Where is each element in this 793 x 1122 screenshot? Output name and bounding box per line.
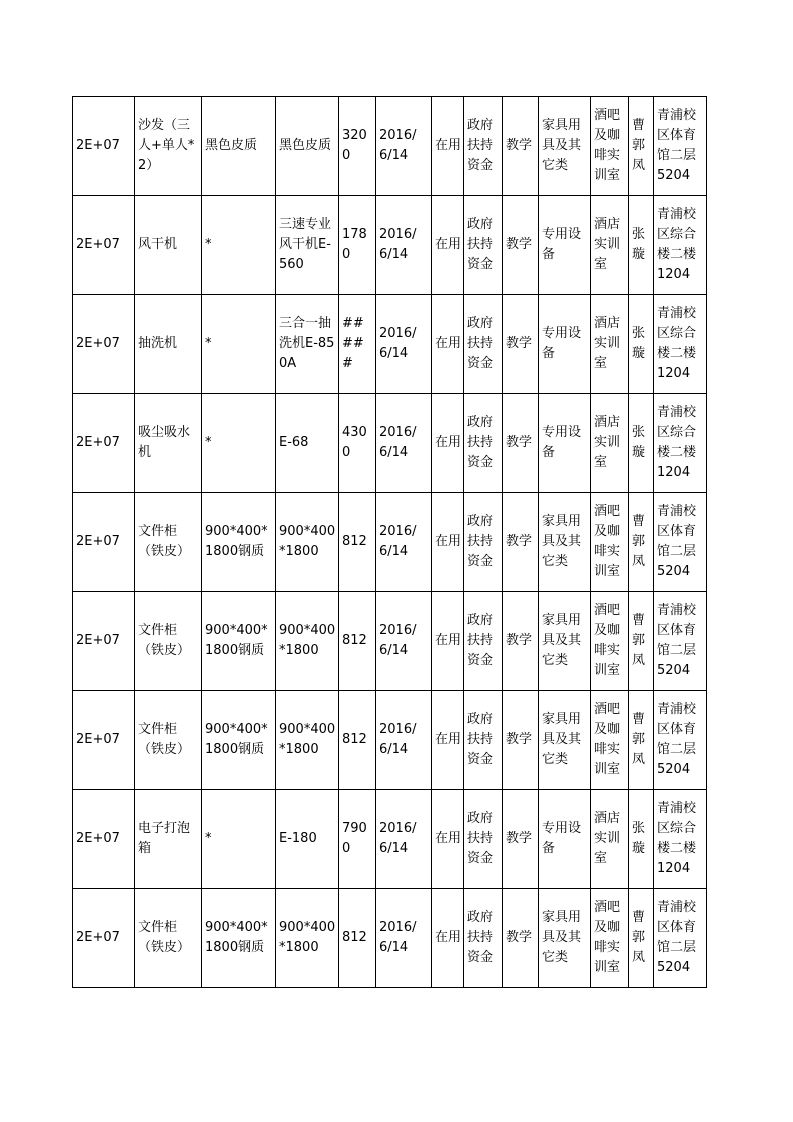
- spec-cell: *: [202, 196, 276, 295]
- keeper-cell: 曹郭凤: [629, 691, 654, 790]
- table-row: [73, 691, 707, 790]
- status-cell: 在用: [432, 394, 464, 493]
- usage-cell: 教学: [503, 691, 539, 790]
- status-cell: 在用: [432, 295, 464, 394]
- model-cell: 黑色皮质: [276, 97, 339, 196]
- table-row: [73, 493, 707, 592]
- asset-code-cell: 2E+07: [73, 295, 135, 394]
- usage-cell: 教学: [503, 493, 539, 592]
- category-cell: 家具用具及其它类: [539, 592, 591, 691]
- spec-cell: 900*400*1800钢质: [202, 592, 276, 691]
- asset-code-cell: 2E+07: [73, 97, 135, 196]
- department-cell: 酒店实训室: [591, 790, 629, 889]
- model-cell: E-68: [276, 394, 339, 493]
- asset-code-cell: 2E+07: [73, 196, 135, 295]
- price-cell: 3200: [339, 97, 376, 196]
- asset-name-cell: 抽洗机: [135, 295, 202, 394]
- purchase-date-cell: 2016/6/14: [376, 196, 432, 295]
- asset-name-cell: 沙发（三人+单人*2）: [135, 97, 202, 196]
- purchase-date-cell: 2016/6/14: [376, 97, 432, 196]
- department-cell: 酒店实训室: [591, 394, 629, 493]
- model-cell: 900*400*1800: [276, 889, 339, 988]
- purchase-date-cell: 2016/6/14: [376, 493, 432, 592]
- price-cell: #####: [339, 295, 376, 394]
- asset-name-cell: 电子打泡箱: [135, 790, 202, 889]
- category-cell: 家具用具及其它类: [539, 691, 591, 790]
- fund-source-cell: 政府扶持资金: [464, 97, 503, 196]
- spec-cell: 黑色皮质: [202, 97, 276, 196]
- spec-cell: 900*400*1800钢质: [202, 691, 276, 790]
- asset-name-cell: 文件柜（铁皮）: [135, 889, 202, 988]
- purchase-date-cell: 2016/6/14: [376, 592, 432, 691]
- location-cell: 青浦校区体育馆二层5204: [654, 691, 707, 790]
- category-cell: 家具用具及其它类: [539, 493, 591, 592]
- table-row: [73, 889, 707, 988]
- status-cell: 在用: [432, 691, 464, 790]
- asset-name-cell: 风干机: [135, 196, 202, 295]
- fund-source-cell: 政府扶持资金: [464, 592, 503, 691]
- purchase-date-cell: 2016/6/14: [376, 295, 432, 394]
- location-cell: 青浦校区综合楼二楼1204: [654, 394, 707, 493]
- keeper-cell: 曹郭凤: [629, 889, 654, 988]
- category-cell: 家具用具及其它类: [539, 889, 591, 988]
- spec-cell: *: [202, 295, 276, 394]
- price-cell: 812: [339, 691, 376, 790]
- location-cell: 青浦校区体育馆二层5204: [654, 592, 707, 691]
- status-cell: 在用: [432, 97, 464, 196]
- asset-name-cell: 文件柜（铁皮）: [135, 691, 202, 790]
- table-row: [73, 196, 707, 295]
- asset-table: [72, 96, 707, 988]
- usage-cell: 教学: [503, 790, 539, 889]
- table-row: [73, 97, 707, 196]
- status-cell: 在用: [432, 196, 464, 295]
- location-cell: 青浦校区综合楼二楼1204: [654, 790, 707, 889]
- asset-code-cell: 2E+07: [73, 790, 135, 889]
- department-cell: 酒吧及咖啡实训室: [591, 889, 629, 988]
- category-cell: 专用设备: [539, 196, 591, 295]
- usage-cell: 教学: [503, 394, 539, 493]
- fund-source-cell: 政府扶持资金: [464, 691, 503, 790]
- price-cell: 812: [339, 493, 376, 592]
- asset-code-cell: 2E+07: [73, 592, 135, 691]
- asset-code-cell: 2E+07: [73, 493, 135, 592]
- table-row: [73, 592, 707, 691]
- usage-cell: 教学: [503, 592, 539, 691]
- model-cell: 900*400*1800: [276, 691, 339, 790]
- location-cell: 青浦校区体育馆二层5204: [654, 493, 707, 592]
- department-cell: 酒吧及咖啡实训室: [591, 97, 629, 196]
- purchase-date-cell: 2016/6/14: [376, 691, 432, 790]
- keeper-cell: 曹郭凤: [629, 97, 654, 196]
- model-cell: 900*400*1800: [276, 592, 339, 691]
- status-cell: 在用: [432, 493, 464, 592]
- department-cell: 酒吧及咖啡实训室: [591, 592, 629, 691]
- department-cell: 酒吧及咖啡实训室: [591, 691, 629, 790]
- price-cell: 4300: [339, 394, 376, 493]
- usage-cell: 教学: [503, 196, 539, 295]
- asset-code-cell: 2E+07: [73, 394, 135, 493]
- location-cell: 青浦校区综合楼二楼1204: [654, 196, 707, 295]
- price-cell: 812: [339, 889, 376, 988]
- model-cell: 三合一抽洗机E-850A: [276, 295, 339, 394]
- location-cell: 青浦校区体育馆二层5204: [654, 97, 707, 196]
- fund-source-cell: 政府扶持资金: [464, 196, 503, 295]
- model-cell: 900*400*1800: [276, 493, 339, 592]
- fund-source-cell: 政府扶持资金: [464, 493, 503, 592]
- spec-cell: 900*400*1800钢质: [202, 889, 276, 988]
- category-cell: 专用设备: [539, 295, 591, 394]
- fund-source-cell: 政府扶持资金: [464, 889, 503, 988]
- category-cell: 专用设备: [539, 790, 591, 889]
- location-cell: 青浦校区综合楼二楼1204: [654, 295, 707, 394]
- keeper-cell: 张璇: [629, 790, 654, 889]
- model-cell: E-180: [276, 790, 339, 889]
- keeper-cell: 曹郭凤: [629, 592, 654, 691]
- fund-source-cell: 政府扶持资金: [464, 790, 503, 889]
- asset-code-cell: 2E+07: [73, 691, 135, 790]
- keeper-cell: 张璇: [629, 295, 654, 394]
- category-cell: 家具用具及其它类: [539, 97, 591, 196]
- table-row: [73, 790, 707, 889]
- status-cell: 在用: [432, 889, 464, 988]
- location-cell: 青浦校区体育馆二层5204: [654, 889, 707, 988]
- keeper-cell: 张璇: [629, 394, 654, 493]
- asset-name-cell: 文件柜（铁皮）: [135, 493, 202, 592]
- usage-cell: 教学: [503, 295, 539, 394]
- purchase-date-cell: 2016/6/14: [376, 790, 432, 889]
- purchase-date-cell: 2016/6/14: [376, 394, 432, 493]
- keeper-cell: 张璇: [629, 196, 654, 295]
- usage-cell: 教学: [503, 97, 539, 196]
- department-cell: 酒店实训室: [591, 196, 629, 295]
- asset-name-cell: 吸尘吸水机: [135, 394, 202, 493]
- status-cell: 在用: [432, 592, 464, 691]
- price-cell: 1780: [339, 196, 376, 295]
- keeper-cell: 曹郭凤: [629, 493, 654, 592]
- spec-cell: 900*400*1800钢质: [202, 493, 276, 592]
- usage-cell: 教学: [503, 889, 539, 988]
- fund-source-cell: 政府扶持资金: [464, 394, 503, 493]
- price-cell: 812: [339, 592, 376, 691]
- spec-cell: *: [202, 394, 276, 493]
- asset-code-cell: 2E+07: [73, 889, 135, 988]
- purchase-date-cell: 2016/6/14: [376, 889, 432, 988]
- price-cell: 7900: [339, 790, 376, 889]
- model-cell: 三速专业风干机E-560: [276, 196, 339, 295]
- department-cell: 酒吧及咖啡实训室: [591, 493, 629, 592]
- status-cell: 在用: [432, 790, 464, 889]
- fund-source-cell: 政府扶持资金: [464, 295, 503, 394]
- category-cell: 专用设备: [539, 394, 591, 493]
- asset-table-body: [73, 97, 707, 988]
- table-row: [73, 295, 707, 394]
- asset-name-cell: 文件柜（铁皮）: [135, 592, 202, 691]
- department-cell: 酒店实训室: [591, 295, 629, 394]
- spec-cell: *: [202, 790, 276, 889]
- table-row: [73, 394, 707, 493]
